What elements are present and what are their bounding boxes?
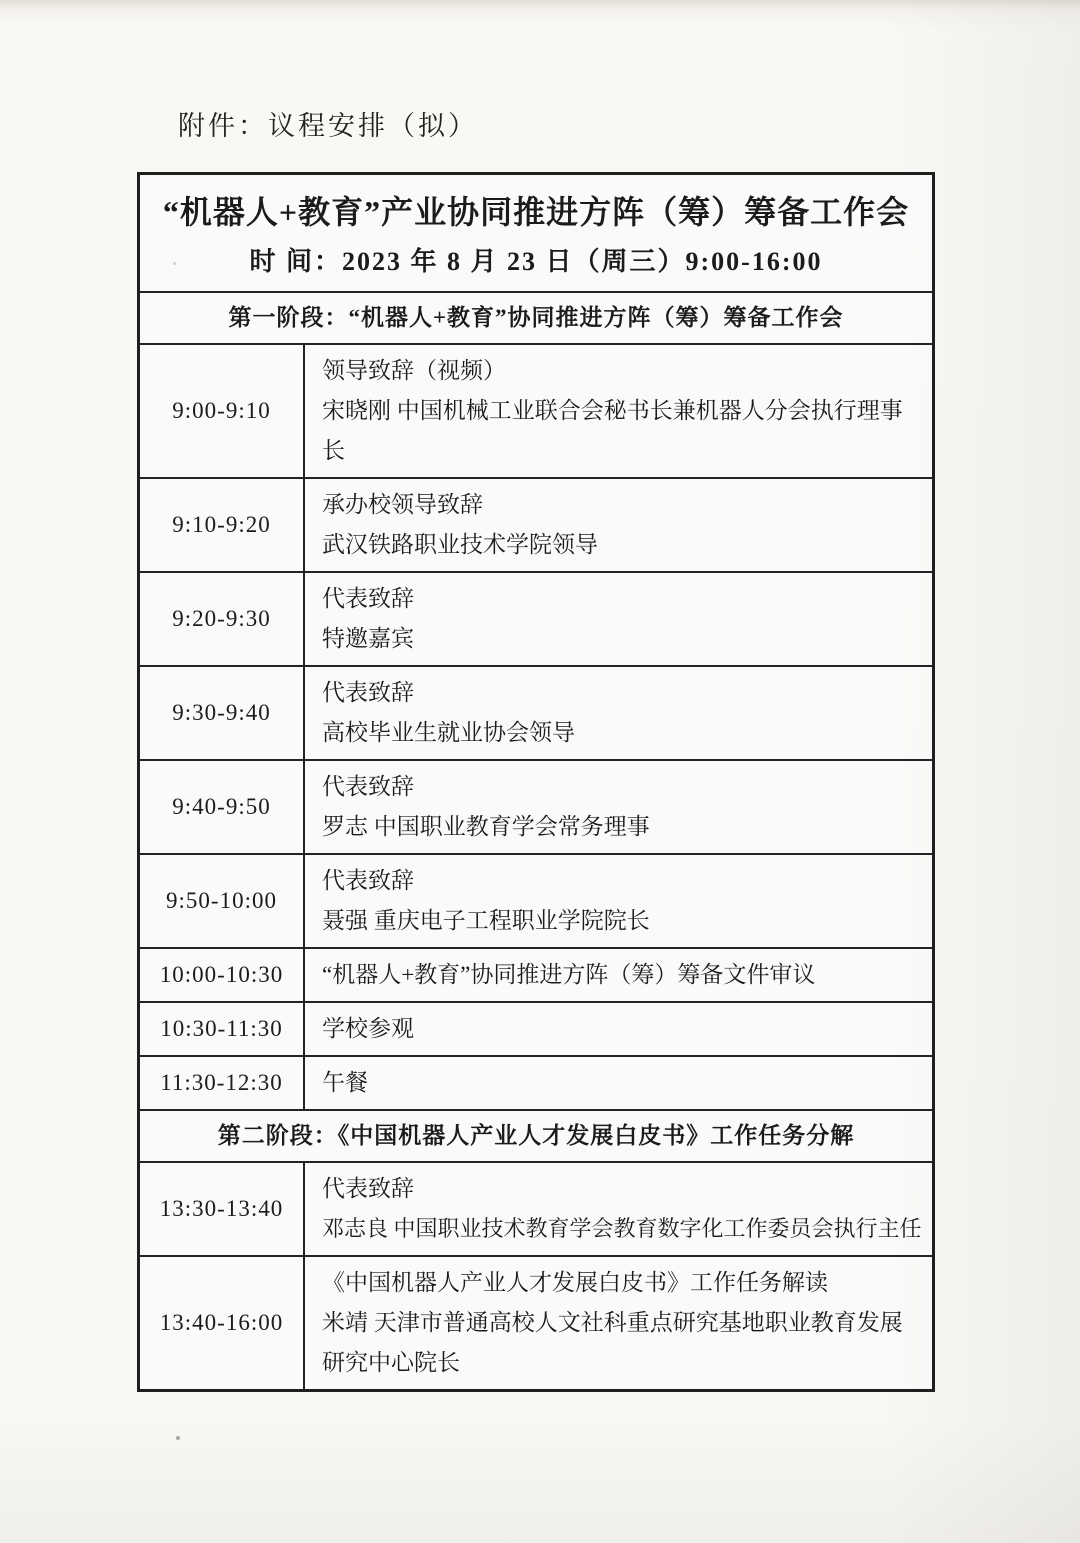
time-cell: 13:40-16:00 <box>140 1257 305 1389</box>
stage2-header: 第二阶段：《中国机器人产业人才发展白皮书》工作任务分解 <box>140 1111 932 1163</box>
time-cell: 10:30-11:30 <box>140 1003 305 1055</box>
time-cell: 9:30-9:40 <box>140 667 305 759</box>
agenda-row-3 <box>140 573 932 667</box>
agenda-row-11 <box>140 1257 932 1389</box>
agenda-table <box>137 172 935 1392</box>
agenda-item-speaker: 特邀嘉宾 <box>322 626 414 651</box>
content-cell <box>305 345 932 477</box>
agenda-item-speaker: 宋晓刚 中国机械工业联合会秘书长兼机器人分会执行理事长 <box>322 398 903 463</box>
content-cell <box>305 855 932 947</box>
agenda-item-title: “机器人+教育”协同推进方阵（筹）筹备文件审议 <box>322 962 816 987</box>
agenda-row-1 <box>140 345 932 479</box>
agenda-row-8 <box>140 1003 932 1057</box>
meeting-datetime: 时 间：2023 年 8 月 23 日（周三）9:00-16:00 <box>249 247 823 276</box>
agenda-item-speaker: 米靖 天津市普通高校人文社科重点研究基地职业教育发展研究中心院长 <box>322 1310 903 1375</box>
agenda-item-speaker: 武汉铁路职业技术学院领导 <box>322 532 598 557</box>
agenda-item-title: 代表致辞 <box>322 680 414 705</box>
agenda-row-7 <box>140 949 932 1003</box>
agenda-row-10 <box>140 1163 932 1257</box>
agenda-item-speaker: 聂强 重庆电子工程职业学院院长 <box>322 908 650 933</box>
agenda-item-title: 学校参观 <box>322 1016 414 1041</box>
agenda-row-9 <box>140 1057 932 1111</box>
content-cell <box>305 667 932 759</box>
agenda-item-title: 承办校领导致辞 <box>322 492 483 517</box>
meeting-title: “机器人+教育”产业协同推进方阵（筹）筹备工作会 <box>162 194 910 230</box>
content-cell <box>305 949 932 1001</box>
content-cell <box>305 1057 932 1109</box>
scan-speck <box>176 1436 180 1440</box>
agenda-item-title: 代表致辞 <box>322 868 414 893</box>
content-cell <box>305 479 932 571</box>
content-cell <box>305 1003 932 1055</box>
agenda-row-6 <box>140 855 932 949</box>
agenda-item-speaker: 高校毕业生就业协会领导 <box>322 720 575 745</box>
agenda-item-title: 代表致辞 <box>322 1176 414 1201</box>
agenda-row-4 <box>140 667 932 761</box>
attachment-label: 附件：议程安排（拟） <box>178 111 478 141</box>
scan-speck <box>173 262 176 265</box>
agenda-item-title: 代表致辞 <box>322 586 414 611</box>
time-cell: 11:30-12:30 <box>140 1057 305 1109</box>
agenda-row-5 <box>140 761 932 855</box>
agenda-item-title: 领导致辞（视频） <box>322 358 506 383</box>
stage1-header: 第一阶段：“机器人+教育”协同推进方阵（筹）筹备工作会 <box>140 293 932 345</box>
agenda-item-title: 午餐 <box>322 1070 368 1095</box>
content-cell <box>305 1163 934 1255</box>
agenda-item-speaker: 罗志 中国职业教育学会常务理事 <box>322 814 650 839</box>
time-cell: 9:10-9:20 <box>140 479 305 571</box>
time-cell: 13:30-13:40 <box>140 1163 305 1255</box>
content-cell <box>305 761 932 853</box>
time-cell: 9:40-9:50 <box>140 761 305 853</box>
agenda-item-speaker: 邓志良 中国职业技术教育学会教育数字化工作委员会执行主任 <box>322 1216 922 1241</box>
time-cell: 9:20-9:30 <box>140 573 305 665</box>
time-cell: 9:50-10:00 <box>140 855 305 947</box>
content-cell <box>305 1257 932 1389</box>
time-cell: 9:00-9:10 <box>140 345 305 477</box>
agenda-item-title: 代表致辞 <box>322 774 414 799</box>
content-cell <box>305 573 932 665</box>
time-cell: 10:00-10:30 <box>140 949 305 1001</box>
table-title-block <box>140 175 932 293</box>
agenda-item-title: 《中国机器人产业人才发展白皮书》工作任务解读 <box>322 1270 828 1295</box>
agenda-row-2 <box>140 479 932 573</box>
